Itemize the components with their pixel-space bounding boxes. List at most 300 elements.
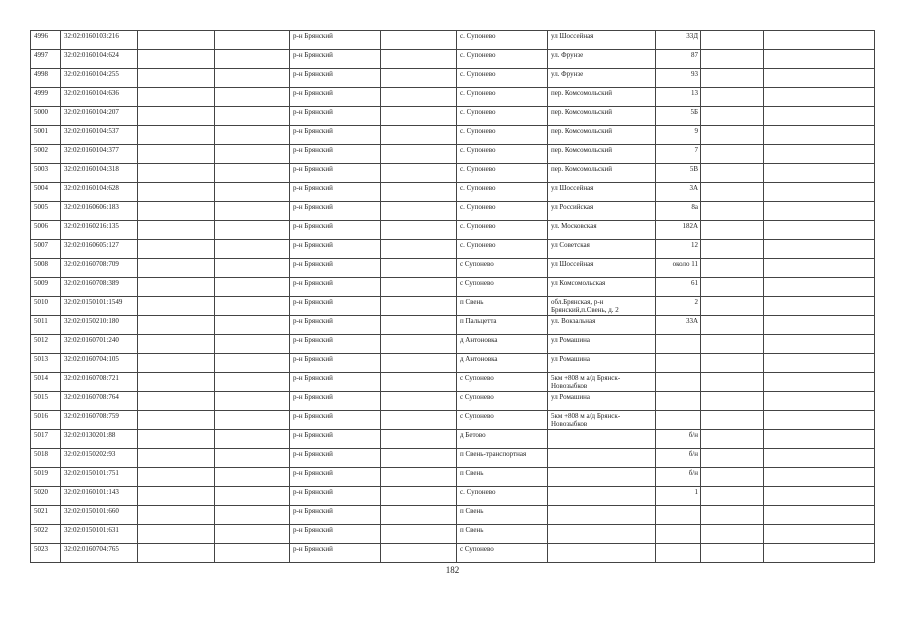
empty-column-2-cell (215, 354, 290, 373)
settlement-cell: с. Супонево (457, 107, 548, 126)
empty-column-2-cell (215, 164, 290, 183)
empty-column-1-cell (138, 487, 215, 506)
street-cell: обл.Брянская, р-н Брянский,п.Свень, д. 2 (548, 297, 656, 316)
settlement-cell: п Свень-транспортная (457, 449, 548, 468)
empty-column-3-cell (381, 544, 457, 563)
district-cell: р-н Брянский (290, 126, 381, 145)
table-row (31, 525, 875, 544)
settlement-cell: п Пальцеттa (457, 316, 548, 335)
cadastral-number-cell: 32:02:0160104:377 (61, 145, 138, 164)
settlement-cell: с. Супонево (457, 240, 548, 259)
table-row (31, 487, 875, 506)
empty-column-1-cell (138, 354, 215, 373)
row-number-cell: 5007 (31, 240, 61, 259)
table-row (31, 69, 875, 88)
street-cell: ул. Фрунзе (548, 69, 656, 88)
cadastral-number-cell: 32:02:0160708:721 (61, 373, 138, 392)
district-cell: р-н Брянский (290, 411, 381, 430)
empty-column-3-cell (381, 183, 457, 202)
cadastral-number-cell: 32:02:0160701:240 (61, 335, 138, 354)
empty-column-5-cell (764, 221, 875, 240)
settlement-cell: с. Супонево (457, 221, 548, 240)
empty-column-2-cell (215, 31, 290, 50)
empty-column-2-cell (215, 126, 290, 145)
settlement-cell: с Супонево (457, 392, 548, 411)
row-number-cell: 5012 (31, 335, 61, 354)
empty-column-1-cell (138, 335, 215, 354)
table-row (31, 544, 875, 563)
empty-column-3-cell (381, 335, 457, 354)
row-number-cell: 4996 (31, 31, 61, 50)
row-number-cell: 5006 (31, 221, 61, 240)
empty-column-3-cell (381, 240, 457, 259)
table-row (31, 411, 875, 430)
empty-column-4-cell (701, 373, 764, 392)
settlement-cell: с Супонево (457, 544, 548, 563)
empty-column-5-cell (764, 278, 875, 297)
settlement-cell: с Супонево (457, 373, 548, 392)
empty-column-5-cell (764, 316, 875, 335)
empty-column-2-cell (215, 449, 290, 468)
cadastral-number-cell: 32:02:0150101:660 (61, 506, 138, 525)
house-number-cell (656, 525, 701, 544)
empty-column-4-cell (701, 411, 764, 430)
row-number-cell: 5020 (31, 487, 61, 506)
house-number-cell (656, 506, 701, 525)
empty-column-1-cell (138, 411, 215, 430)
district-cell: р-н Брянский (290, 107, 381, 126)
row-number-cell: 4999 (31, 88, 61, 107)
district-cell: р-н Брянский (290, 88, 381, 107)
empty-column-1-cell (138, 183, 215, 202)
empty-column-2-cell (215, 373, 290, 392)
empty-column-4-cell (701, 506, 764, 525)
empty-column-5-cell (764, 354, 875, 373)
street-cell (548, 487, 656, 506)
empty-column-1-cell (138, 297, 215, 316)
empty-column-4-cell (701, 278, 764, 297)
cadastral-number-cell: 32:02:0160103:216 (61, 31, 138, 50)
cadastral-number-cell: 32:02:0160708:764 (61, 392, 138, 411)
empty-column-2-cell (215, 316, 290, 335)
empty-column-5-cell (764, 525, 875, 544)
empty-column-5-cell (764, 164, 875, 183)
empty-column-5-cell (764, 126, 875, 145)
house-number-cell (656, 392, 701, 411)
district-cell: р-н Брянский (290, 183, 381, 202)
row-number-cell: 5017 (31, 430, 61, 449)
house-number-cell (656, 544, 701, 563)
house-number-cell: 12 (656, 240, 701, 259)
house-number-cell: 13 (656, 88, 701, 107)
house-number-cell (656, 411, 701, 430)
empty-column-3-cell (381, 525, 457, 544)
street-cell (548, 506, 656, 525)
cadastral-number-cell: 32:02:0160104:624 (61, 50, 138, 69)
empty-column-1-cell (138, 50, 215, 69)
street-cell: пер. Комсомольский (548, 164, 656, 183)
empty-column-1-cell (138, 69, 215, 88)
street-cell (548, 430, 656, 449)
empty-column-1-cell (138, 88, 215, 107)
row-number-cell: 5018 (31, 449, 61, 468)
empty-column-5-cell (764, 69, 875, 88)
settlement-cell: с Супонево (457, 411, 548, 430)
table-row (31, 449, 875, 468)
cadastral-number-cell: 32:02:0160708:709 (61, 259, 138, 278)
table-row (31, 354, 875, 373)
cadastral-number-cell: 32:02:0160104:318 (61, 164, 138, 183)
cadastral-number-cell: 32:02:0150101:751 (61, 468, 138, 487)
table-row (31, 202, 875, 221)
cadastral-number-cell: 32:02:0160104:255 (61, 69, 138, 88)
empty-column-4-cell (701, 126, 764, 145)
row-number-cell: 5022 (31, 525, 61, 544)
empty-column-5-cell (764, 468, 875, 487)
empty-column-4-cell (701, 487, 764, 506)
settlement-cell: с Супонево (457, 259, 548, 278)
district-cell: р-н Брянский (290, 354, 381, 373)
empty-column-3-cell (381, 164, 457, 183)
house-number-cell: 1 (656, 487, 701, 506)
empty-column-2-cell (215, 240, 290, 259)
empty-column-4-cell (701, 468, 764, 487)
empty-column-2-cell (215, 107, 290, 126)
street-cell: ул Ромашина (548, 335, 656, 354)
table-row (31, 50, 875, 69)
empty-column-4-cell (701, 297, 764, 316)
house-number-cell: б/н (656, 468, 701, 487)
empty-column-1-cell (138, 430, 215, 449)
district-cell: р-н Брянский (290, 468, 381, 487)
table-row (31, 240, 875, 259)
empty-column-3-cell (381, 31, 457, 50)
empty-column-2-cell (215, 202, 290, 221)
district-cell: р-н Брянский (290, 544, 381, 563)
district-cell: р-н Брянский (290, 202, 381, 221)
district-cell: р-н Брянский (290, 506, 381, 525)
district-cell: р-н Брянский (290, 316, 381, 335)
empty-column-1-cell (138, 202, 215, 221)
district-cell: р-н Брянский (290, 430, 381, 449)
row-number-cell: 5011 (31, 316, 61, 335)
settlement-cell: п Свень (457, 506, 548, 525)
street-cell: 5км +808 м а/д Брянск-Новозыбков (548, 373, 656, 392)
cadastral-number-cell: 32:02:0160708:759 (61, 411, 138, 430)
empty-column-1-cell (138, 468, 215, 487)
district-cell: р-н Брянский (290, 164, 381, 183)
empty-column-1-cell (138, 278, 215, 297)
empty-column-3-cell (381, 430, 457, 449)
house-number-cell: 182А (656, 221, 701, 240)
table-row (31, 221, 875, 240)
house-number-cell: б/н (656, 430, 701, 449)
empty-column-1-cell (138, 107, 215, 126)
row-number-cell: 5023 (31, 544, 61, 563)
empty-column-5-cell (764, 183, 875, 202)
house-number-cell: 8а (656, 202, 701, 221)
empty-column-3-cell (381, 373, 457, 392)
empty-column-2-cell (215, 145, 290, 164)
house-number-cell: около 11 (656, 259, 701, 278)
register-table (30, 30, 875, 563)
district-cell: р-н Брянский (290, 259, 381, 278)
district-cell: р-н Брянский (290, 335, 381, 354)
row-number-cell: 5021 (31, 506, 61, 525)
district-cell: р-н Брянский (290, 449, 381, 468)
street-cell: ул Шоссейная (548, 259, 656, 278)
settlement-cell: с. Супонево (457, 202, 548, 221)
empty-column-2-cell (215, 487, 290, 506)
empty-column-2-cell (215, 278, 290, 297)
row-number-cell: 5002 (31, 145, 61, 164)
street-cell: пер. Комсомольский (548, 107, 656, 126)
row-number-cell: 5015 (31, 392, 61, 411)
cadastral-number-cell: 32:02:0160216:135 (61, 221, 138, 240)
cadastral-number-cell: 32:02:0160101:143 (61, 487, 138, 506)
empty-column-2-cell (215, 392, 290, 411)
empty-column-3-cell (381, 107, 457, 126)
empty-column-1-cell (138, 164, 215, 183)
empty-column-4-cell (701, 449, 764, 468)
empty-column-5-cell (764, 297, 875, 316)
empty-column-5-cell (764, 411, 875, 430)
empty-column-3-cell (381, 145, 457, 164)
empty-column-5-cell (764, 335, 875, 354)
cadastral-number-cell: 32:02:0130201:88 (61, 430, 138, 449)
settlement-cell: с Супонево (457, 278, 548, 297)
empty-column-5-cell (764, 202, 875, 221)
empty-column-5-cell (764, 88, 875, 107)
empty-column-2-cell (215, 259, 290, 278)
settlement-cell: с. Супонево (457, 183, 548, 202)
house-number-cell: 7 (656, 145, 701, 164)
empty-column-2-cell (215, 50, 290, 69)
empty-column-5-cell (764, 31, 875, 50)
empty-column-3-cell (381, 297, 457, 316)
row-number-cell: 5009 (31, 278, 61, 297)
empty-column-4-cell (701, 335, 764, 354)
empty-column-1-cell (138, 316, 215, 335)
row-number-cell: 4997 (31, 50, 61, 69)
cadastral-number-cell: 32:02:0160104:207 (61, 107, 138, 126)
district-cell: р-н Брянский (290, 31, 381, 50)
empty-column-1-cell (138, 145, 215, 164)
empty-column-2-cell (215, 297, 290, 316)
empty-column-3-cell (381, 259, 457, 278)
cadastral-number-cell: 32:02:0150101:631 (61, 525, 138, 544)
row-number-cell: 5005 (31, 202, 61, 221)
empty-column-4-cell (701, 69, 764, 88)
empty-column-1-cell (138, 449, 215, 468)
table-row (31, 278, 875, 297)
row-number-cell: 5016 (31, 411, 61, 430)
settlement-cell: с. Супонево (457, 126, 548, 145)
house-number-cell: 61 (656, 278, 701, 297)
empty-column-4-cell (701, 392, 764, 411)
empty-column-4-cell (701, 525, 764, 544)
table-row (31, 316, 875, 335)
street-cell: ул Российская (548, 202, 656, 221)
street-cell: ул Ромашина (548, 354, 656, 373)
cadastral-number-cell: 32:02:0160104:636 (61, 88, 138, 107)
house-number-cell: 9 (656, 126, 701, 145)
street-cell: пер. Комсомольский (548, 88, 656, 107)
settlement-cell: с. Супонево (457, 487, 548, 506)
settlement-cell: п Свень (457, 297, 548, 316)
settlement-cell: д Антоновка (457, 354, 548, 373)
house-number-cell: 2 (656, 297, 701, 316)
table-row (31, 31, 875, 50)
settlement-cell: с. Супонево (457, 88, 548, 107)
cadastral-number-cell: 32:02:0160104:537 (61, 126, 138, 145)
empty-column-5-cell (764, 145, 875, 164)
cadastral-number-cell: 32:02:0160605:127 (61, 240, 138, 259)
street-cell: пер. Комсомольский (548, 145, 656, 164)
empty-column-3-cell (381, 411, 457, 430)
empty-column-5-cell (764, 430, 875, 449)
settlement-cell: с. Супонево (457, 69, 548, 88)
empty-column-1-cell (138, 373, 215, 392)
empty-column-3-cell (381, 487, 457, 506)
empty-column-4-cell (701, 183, 764, 202)
cadastral-number-cell: 32:02:0150101:1549 (61, 297, 138, 316)
empty-column-2-cell (215, 411, 290, 430)
street-cell: ул Комсомольская (548, 278, 656, 297)
street-cell: ул Ромашина (548, 392, 656, 411)
row-number-cell: 5013 (31, 354, 61, 373)
street-cell (548, 544, 656, 563)
empty-column-3-cell (381, 506, 457, 525)
empty-column-3-cell (381, 202, 457, 221)
empty-column-5-cell (764, 259, 875, 278)
street-cell: 5км +808 м а/д Брянск-Новозыбков (548, 411, 656, 430)
house-number-cell: 33Д (656, 31, 701, 50)
table-row (31, 183, 875, 202)
empty-column-3-cell (381, 50, 457, 69)
empty-column-4-cell (701, 221, 764, 240)
district-cell: р-н Брянский (290, 525, 381, 544)
row-number-cell: 5019 (31, 468, 61, 487)
empty-column-5-cell (764, 487, 875, 506)
table-row (31, 164, 875, 183)
house-number-cell (656, 335, 701, 354)
street-cell (548, 468, 656, 487)
empty-column-4-cell (701, 259, 764, 278)
district-cell: р-н Брянский (290, 221, 381, 240)
street-cell (548, 525, 656, 544)
street-cell: ул. Фрунзе (548, 50, 656, 69)
house-number-cell: 5В (656, 164, 701, 183)
house-number-cell: 5Б (656, 107, 701, 126)
cadastral-number-cell: 32:02:0150210:180 (61, 316, 138, 335)
empty-column-3-cell (381, 278, 457, 297)
page-number: 182 (445, 565, 460, 575)
settlement-cell: с. Супонево (457, 145, 548, 164)
empty-column-5-cell (764, 392, 875, 411)
district-cell: р-н Брянский (290, 278, 381, 297)
empty-column-5-cell (764, 107, 875, 126)
street-cell: ул Шоссейная (548, 183, 656, 202)
street-cell: ул Советская (548, 240, 656, 259)
empty-column-3-cell (381, 468, 457, 487)
empty-column-3-cell (381, 126, 457, 145)
empty-column-5-cell (764, 544, 875, 563)
table-row (31, 126, 875, 145)
empty-column-1-cell (138, 126, 215, 145)
settlement-cell: п Свень (457, 525, 548, 544)
street-cell: пер. Комсомольский (548, 126, 656, 145)
district-cell: р-н Брянский (290, 373, 381, 392)
empty-column-4-cell (701, 430, 764, 449)
empty-column-2-cell (215, 468, 290, 487)
table-row (31, 259, 875, 278)
house-number-cell (656, 354, 701, 373)
empty-column-1-cell (138, 221, 215, 240)
district-cell: р-н Брянский (290, 297, 381, 316)
empty-column-2-cell (215, 544, 290, 563)
empty-column-4-cell (701, 316, 764, 335)
empty-column-3-cell (381, 88, 457, 107)
cadastral-number-cell: 32:02:0160708:389 (61, 278, 138, 297)
empty-column-2-cell (215, 335, 290, 354)
table-row (31, 88, 875, 107)
table-row (31, 297, 875, 316)
empty-column-4-cell (701, 240, 764, 259)
empty-column-5-cell (764, 240, 875, 259)
street-cell: ул. Вокзальная (548, 316, 656, 335)
empty-column-4-cell (701, 88, 764, 107)
row-number-cell: 5001 (31, 126, 61, 145)
settlement-cell: с. Супонево (457, 50, 548, 69)
district-cell: р-н Брянский (290, 240, 381, 259)
house-number-cell: 93 (656, 69, 701, 88)
district-cell: р-н Брянский (290, 69, 381, 88)
empty-column-4-cell (701, 31, 764, 50)
empty-column-1-cell (138, 31, 215, 50)
table-row (31, 373, 875, 392)
table-row (31, 392, 875, 411)
district-cell: р-н Брянский (290, 145, 381, 164)
house-number-cell: б/н (656, 449, 701, 468)
empty-column-5-cell (764, 50, 875, 69)
empty-column-1-cell (138, 392, 215, 411)
settlement-cell: с. Супонево (457, 31, 548, 50)
house-number-cell: 33А (656, 316, 701, 335)
table-row (31, 107, 875, 126)
table-row (31, 335, 875, 354)
table-row (31, 145, 875, 164)
cadastral-number-cell: 32:02:0160704:105 (61, 354, 138, 373)
empty-column-4-cell (701, 544, 764, 563)
house-number-cell (656, 373, 701, 392)
empty-column-2-cell (215, 525, 290, 544)
house-number-cell: 3А (656, 183, 701, 202)
row-number-cell: 5003 (31, 164, 61, 183)
settlement-cell: д Бетово (457, 430, 548, 449)
empty-column-4-cell (701, 50, 764, 69)
empty-column-5-cell (764, 373, 875, 392)
empty-column-1-cell (138, 525, 215, 544)
empty-column-4-cell (701, 202, 764, 221)
district-cell: р-н Брянский (290, 50, 381, 69)
house-number-cell: 87 (656, 50, 701, 69)
table-row (31, 430, 875, 449)
row-number-cell: 4998 (31, 69, 61, 88)
empty-column-3-cell (381, 449, 457, 468)
empty-column-2-cell (215, 183, 290, 202)
empty-column-5-cell (764, 506, 875, 525)
